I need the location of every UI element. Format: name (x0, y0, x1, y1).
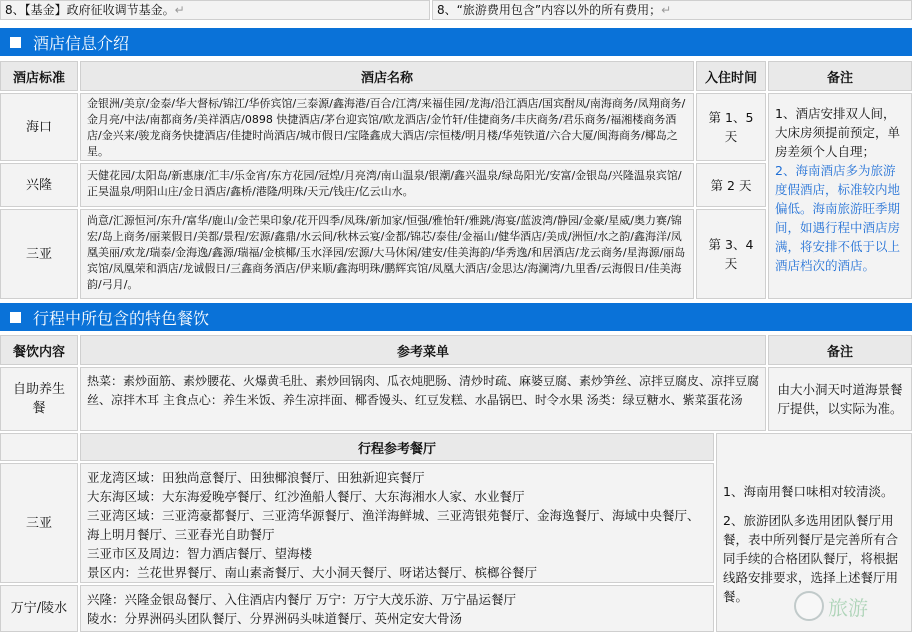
paragraph-mark: ↵ (174, 3, 185, 17)
hotel-row-place: 三亚 (0, 209, 78, 299)
restaurant-line: 兴隆：兴隆金银岛餐厅、入住酒店内餐厅 万宁：万宁大茂乐游、万宁晶运餐厅 (87, 592, 516, 607)
hotel-row-place: 海口 (0, 93, 78, 161)
hotel-remark-b: 2、海南酒店多为旅游度假酒店，标准较内地偏低。海南旅游旺季期间，如遇行程中酒店房满，将安排不低于以上酒店档次的酒店。 (775, 163, 901, 273)
hotel-header-time: 入住时间 (696, 61, 766, 91)
hotel-section-bar (0, 28, 912, 56)
watermark-logo-icon (794, 591, 824, 621)
restaurant-line: 陵水：分界洲码头团队餐厅、分界洲码头味道餐厅、英州定安大骨汤 (87, 611, 463, 626)
food-header-menu: 参考菜单 (80, 335, 766, 365)
hotel-row-time: 第 1、5 天 (696, 93, 766, 161)
food-header-content: 餐饮内容 (0, 335, 78, 365)
restaurant-list-sanya (80, 463, 714, 583)
restaurant-list-wanning (80, 585, 714, 632)
top-note-left (0, 0, 430, 20)
buffet-menu: 热菜：素炒面筋、素炒腰花、火爆黄毛肚、素炒回锅肉、瓜衣炖肥肠、清炒时疏、麻婆豆腐、素炒笋丝、凉拌豆腐皮、凉拌豆腐丝、凉拌木耳 主食点心：养生米饭、养生凉拌面、椰香馒头、红豆发糕、水晶锅巴、时令水果 汤类：绿豆糖水、紫菜蛋花汤 (80, 367, 766, 431)
square-bullet-icon (10, 312, 21, 323)
top-note-left-text: 8、【基金】政府征收调节基金。 (5, 3, 175, 17)
hotel-header-remark: 备注 (768, 61, 912, 91)
watermark (794, 584, 904, 628)
buffet-remark: 由大小洞天吋道海景餐厅提供，以实际为准。 (768, 367, 912, 431)
restaurant-area-sanya: 三亚 (0, 463, 78, 583)
restaurant-line: 大东海区域：大东海爱晚亭餐厅、红沙渔船人餐厅、大东海湘水人家、水业餐厅 (87, 489, 525, 504)
hotel-remark (768, 93, 912, 299)
watermark-text: 旅游 (828, 595, 868, 620)
food-section-title: 行程中所包含的特色餐饮 (33, 308, 210, 328)
restaurant-line: 景区内：兰花世界餐厅、南山素斋餐厅、大小洞天餐厅、呀诺达餐厅、槟榔谷餐厅 (87, 565, 538, 580)
restaurants-header: 行程参考餐厅 (80, 433, 714, 461)
food-section-bar (0, 303, 912, 331)
hotel-row-names: 尚意/汇源恒河/东升/富华/鹿山/金芒果印象/花开四季/凤珠/新加家/恒强/雅怡轩/雅跳/海宴/蓝波湾/静园/金豪/星威/奥力赛/锦宏/岛上商务/丽莱假日/美都/景程/宏源/鑫鼎/水云间/秋林云宴/金都/锦芯/泰佳/金福山/健华酒店/美成/洲恒/水之韵/鑫海洋/凤凰美丽/欢龙/瑞泰/金海逸/鑫源/瑞福/金槟椰/玉水泽园/宏源/大马休闲/建安/佳美海韵/华秀逸/和居酒店/龙云商务/星海源/丽岛宾馆/凤凰荣和酒店/龙诚假日/三鑫商务酒店/伊来顺/鑫海明珠/鹏辉宾馆/凤凰大酒店/金思达/海澜湾/九里香/云海假日/佳美海韵/弓月/。 (80, 209, 694, 299)
hotel-row-place: 兴隆 (0, 163, 78, 207)
restaurant-area-wanning: 万宁/陵水 (0, 585, 78, 632)
hotel-row-time: 第 3、4 天 (696, 209, 766, 299)
hotel-row-time: 第 2 天 (696, 163, 766, 207)
hotel-row-names: 金银洲/美京/金泰/华大督标/锦江/华侨宾馆/三泰源/鑫海港/百合/江湾/来福佳园/龙海/沿江酒店/国宾酎凤/南海商务/凤翔商务/金月亮/中法/南都商务/美祥酒店/0898 快捷酒店/茅台迎宾馆/欧龙酒店/金竹轩/佳捷商务/丰庆商务/君乐商务/福湘楼商务酒店/金兴来/骏龙商务快捷酒店/佳捷时尚酒店/城市假日/宝隆鑫成大酒店/宗恒楼/明月楼/华苑铁道/六合大厦/闽海商务/椰岛之星。 (80, 93, 694, 161)
hotel-row-names: 天健花园/太阳岛/新惠康/汇丰/乐金宵/东方花园/冠煌/月亮湾/南山温泉/银潮/鑫兴温泉/绿岛阳光/安富/金银岛/兴隆温泉宾馆/正昊温泉/明阳山庄/金日酒店/鑫桥/港隆/明珠/天元/钱庄/亿云山水。 (80, 163, 694, 207)
top-note-right (432, 0, 912, 20)
restaurant-line: 亚龙湾区域：田独尚意餐厅、田独椰浪餐厅、田独新迎宾餐厅 (87, 470, 425, 485)
restaurant-line: 三亚湾区域：三亚湾豪都餐厅、三亚湾华源餐厅、渔洋海鲜城、三亚湾银苑餐厅、金海逸餐厅、海域中央餐厅、海上明月餐厅、三亚春光自助餐厅 (87, 508, 700, 542)
buffet-label: 自助养生餐 (0, 367, 78, 431)
restaurant-remark-line: 2、旅游团队多选用团队餐厅用餐，表中所列餐厅是完善所有合同手续的合格团队餐厅，将根据线路安排要求，选择上述餐厅用餐。 (723, 513, 899, 604)
hotel-header-name: 酒店名称 (80, 61, 694, 91)
square-bullet-icon (10, 37, 21, 48)
restaurant-line: 三亚市区及周边：智力酒店餐厅、望海楼 (87, 546, 313, 561)
hotel-remark-a: 1、酒店安排双人间，大床房须提前预定，单房差须个人自理； (775, 106, 901, 159)
top-note-right-text: 8、“旅游费用包含”内容以外的所有费用； (437, 3, 662, 17)
restaurants-header-blank (0, 433, 78, 461)
hotel-header-standard: 酒店标准 (0, 61, 78, 91)
paragraph-mark: ↵ (661, 3, 672, 17)
hotel-section-title: 酒店信息介绍 (33, 33, 130, 53)
food-header-remark: 备注 (768, 335, 912, 365)
restaurant-remark-line: 1、海南用餐口味相对较清淡。 (723, 484, 894, 499)
